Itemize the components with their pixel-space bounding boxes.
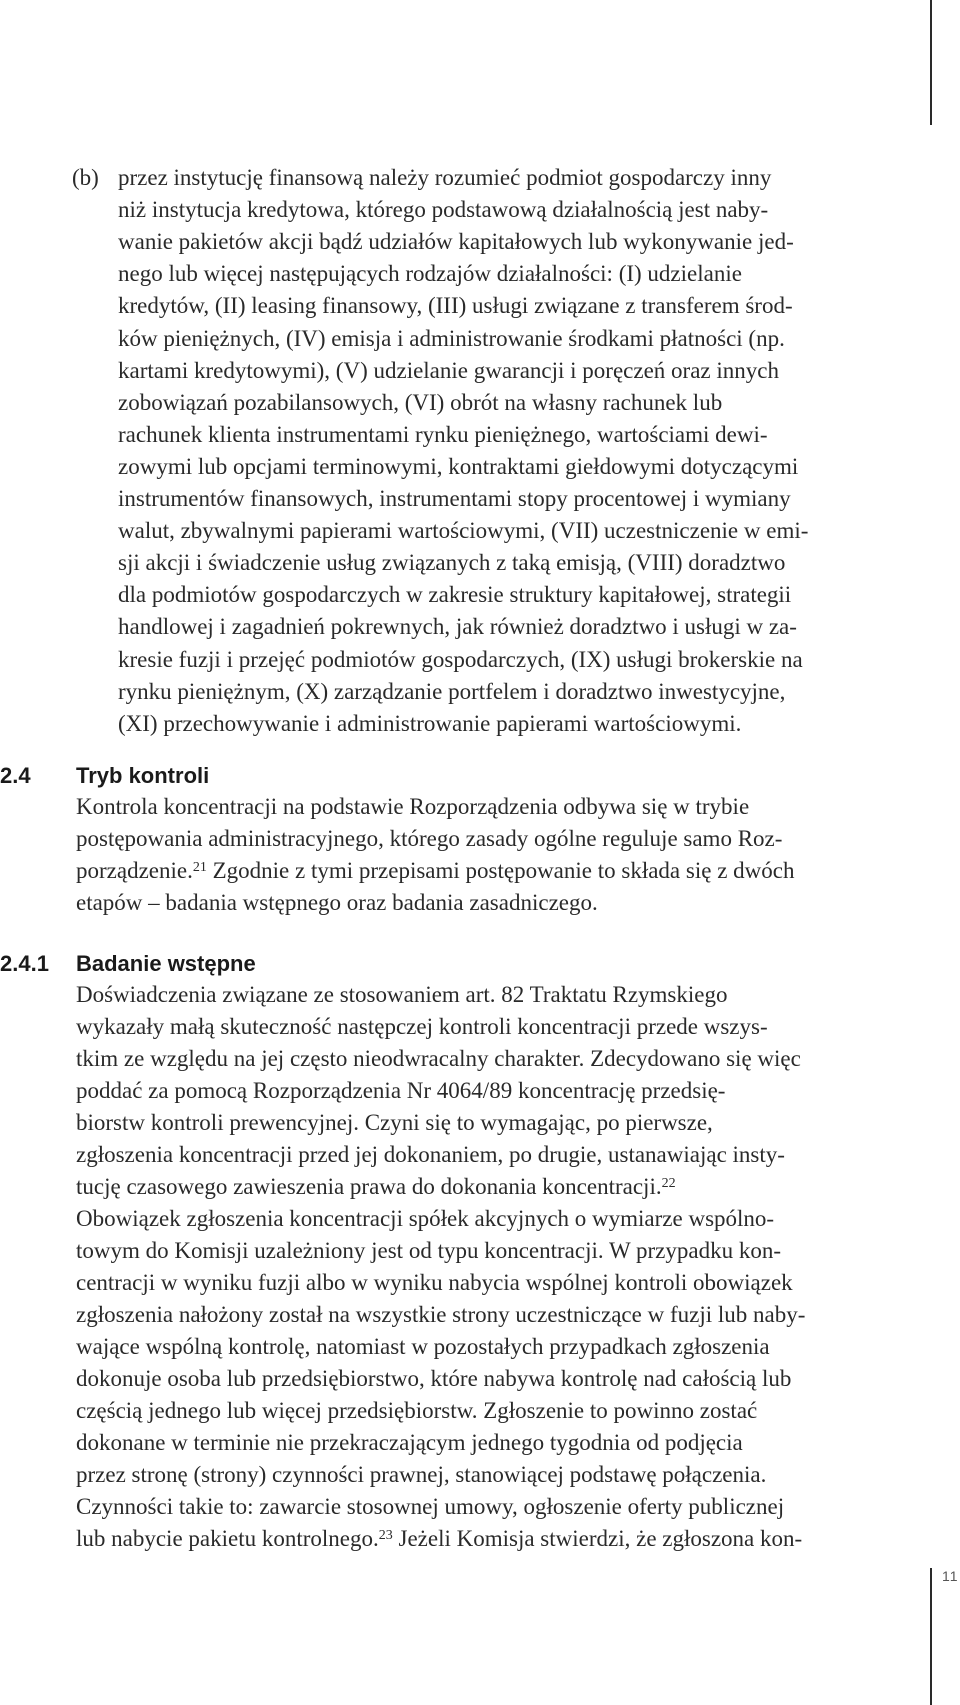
- item-b-line: ków pieniężnych, (IV) emisja i administrowanie środkami płatności (np.: [118, 325, 785, 351]
- item-b-line: przez instytucję finansową należy rozumieć podmiot gospodarczy inny: [118, 165, 772, 190]
- item-b-line: kartami kredytowymi), (V) udzielanie gwarancji i poręczeń oraz innych: [118, 357, 779, 383]
- subsection-text: tucję czasowego zawieszenia prawa do dokonania koncentracji.: [76, 1174, 662, 1199]
- subsection-line: zgłoszenia koncentracji przed jej dokonaniem, po drugie, ustanawiając insty-: [76, 1142, 785, 1167]
- section-2-4-line: [76, 855, 794, 887]
- subsection-text: lub nabycie pakietu kontrolnego.: [76, 1526, 379, 1551]
- subsection-line: [76, 1171, 676, 1203]
- subsection-line: towym do Komisji uzależniony jest od typu koncentracji. W przypadku kon-: [76, 1238, 781, 1263]
- subsection-line: tkim ze względu na jej często nieodwracalny charakter. Zdecydowano się więc: [76, 1046, 801, 1071]
- footnote-ref-23: 23: [378, 1528, 393, 1543]
- footnote-ref-21: 21: [192, 860, 207, 875]
- subsection-line: [76, 1523, 802, 1555]
- section-2-4-text: Zgodnie z tymi przepisami postępowanie to składa się z dwóch: [206, 858, 795, 883]
- item-marker: (b): [72, 165, 99, 190]
- subsection-line: przez stronę (strony) czynności prawnej, stanowiącej podstawę połączenia.: [76, 1462, 767, 1487]
- subsection-line: dokonuje osoba lub przedsiębiorstwo, które nabywa kontrolę nad całością lub: [76, 1366, 792, 1391]
- subsection-line: zgłoszenia nałożony został na wszystkie strony uczestniczące w fuzji lub naby-: [76, 1302, 806, 1327]
- footnote-ref-22: 22: [661, 1176, 676, 1191]
- page-number: 11: [942, 1568, 959, 1584]
- item-b-line: walut, zbywalnymi papierami wartościowymi, (VII) uczestniczenie w emi-: [118, 518, 809, 544]
- item-b-line: handlowej i zagadnień pokrewnych, jak również doradztwo i usługi w za-: [118, 614, 797, 640]
- subsection-line: biorstw kontroli prewencyjnej. Czyni się to wymagając, po pierwsze,: [76, 1110, 713, 1135]
- item-b-line: rynku pieniężnym, (X) zarządzanie portfelem i doradztwo inwestycyjne,: [118, 678, 786, 704]
- subsection-line: Doświadczenia związane ze stosowaniem art. 82 Traktatu Rzymskiego: [76, 982, 728, 1007]
- subsection-text: Jeżeli Komisja stwierdzi, że zgłoszona kon-: [392, 1526, 803, 1551]
- item-b-line: sji akcji i świadczenie usług związanych z taką emisją, (VIII) doradztwo: [118, 550, 786, 576]
- subsection-line: Obowiązek zgłoszenia koncentracji spółek akcyjnych o wymiarze wspólno-: [76, 1206, 775, 1231]
- subsection-line: poddać za pomocą Rozporządzenia Nr 4064/89 koncentrację przedsię-: [76, 1078, 726, 1103]
- item-b-line: kredytów, (II) leasing finansowy, (III) usługi związane z transferem środ-: [118, 293, 793, 319]
- subsection-line: częścią jednego lub więcej przedsiębiorstw. Zgłoszenie to powinno zostać: [76, 1398, 758, 1423]
- section-2-4-line: etapów – badania wstępnego oraz badania zasadniczego.: [76, 890, 598, 915]
- item-b-line: instrumentów finansowych, instrumentami stopy procentowej i wymiany: [118, 486, 791, 511]
- section-2-4-line: Kontrola koncentracji na podstawie Rozporządzenia odbywa się w trybie: [76, 794, 750, 819]
- item-b-line: nego lub więcej następujących rodzajów działalności: (I) udzielanie: [118, 261, 742, 287]
- item-b-line: zowymi lub opcjami terminowymi, kontraktami giełdowymi dotyczącymi: [118, 453, 799, 479]
- subsection-number: 2.4.1: [0, 951, 49, 976]
- section-title: Tryb kontroli: [76, 763, 210, 788]
- item-b-line: kresie fuzji i przejęć podmiotów gospodarczych, (IX) usługi brokerskie na: [118, 646, 803, 672]
- section-number: 2.4: [0, 763, 31, 788]
- item-b-line: wanie pakietów akcji bądź udziałów kapitałowych lub wykonywanie jed-: [118, 229, 794, 255]
- subsection-title: Badanie wstępne: [76, 951, 256, 976]
- margin-rule-top: [930, 0, 932, 125]
- subsection-line: dokonane w terminie nie przekraczającym jednego tygodnia od podjęcia: [76, 1430, 743, 1455]
- subsection-line: centracji w wyniku fuzji albo w wyniku nabycia wspólnej kontroli obowiązek: [76, 1270, 793, 1295]
- margin-rule-bottom: [930, 1568, 932, 1705]
- item-b-line: dla podmiotów gospodarczych w zakresie struktury kapitałowej, strategii: [118, 582, 792, 608]
- subsection-line: Czynności takie to: zawarcie stosownej umowy, ogłoszenie oferty publicznej: [76, 1494, 785, 1519]
- subsection-line: wykazały małą skuteczność następczej kontroli koncentracji przede wszys-: [76, 1014, 768, 1039]
- section-2-4-line: postępowania administracyjnego, którego zasady ogólne reguluje samo Roz-: [76, 826, 783, 851]
- item-b-line: (XI) przechowywanie i administrowanie papierami wartościowymi.: [118, 710, 742, 736]
- item-b-line: zobowiązań pozabilansowych, (VI) obrót na własny rachunek lub: [118, 389, 723, 415]
- subsection-line: wające wspólną kontrolę, natomiast w pozostałych przypadkach zgłoszenia: [76, 1334, 770, 1359]
- item-b-line: niż instytucja kredytowa, którego podstawową działalnością jest naby-: [118, 197, 769, 223]
- section-2-4-text: porządzenie.: [76, 858, 193, 883]
- item-b-line: rachunek klienta instrumentami rynku pieniężnego, wartościami dewi-: [118, 421, 768, 447]
